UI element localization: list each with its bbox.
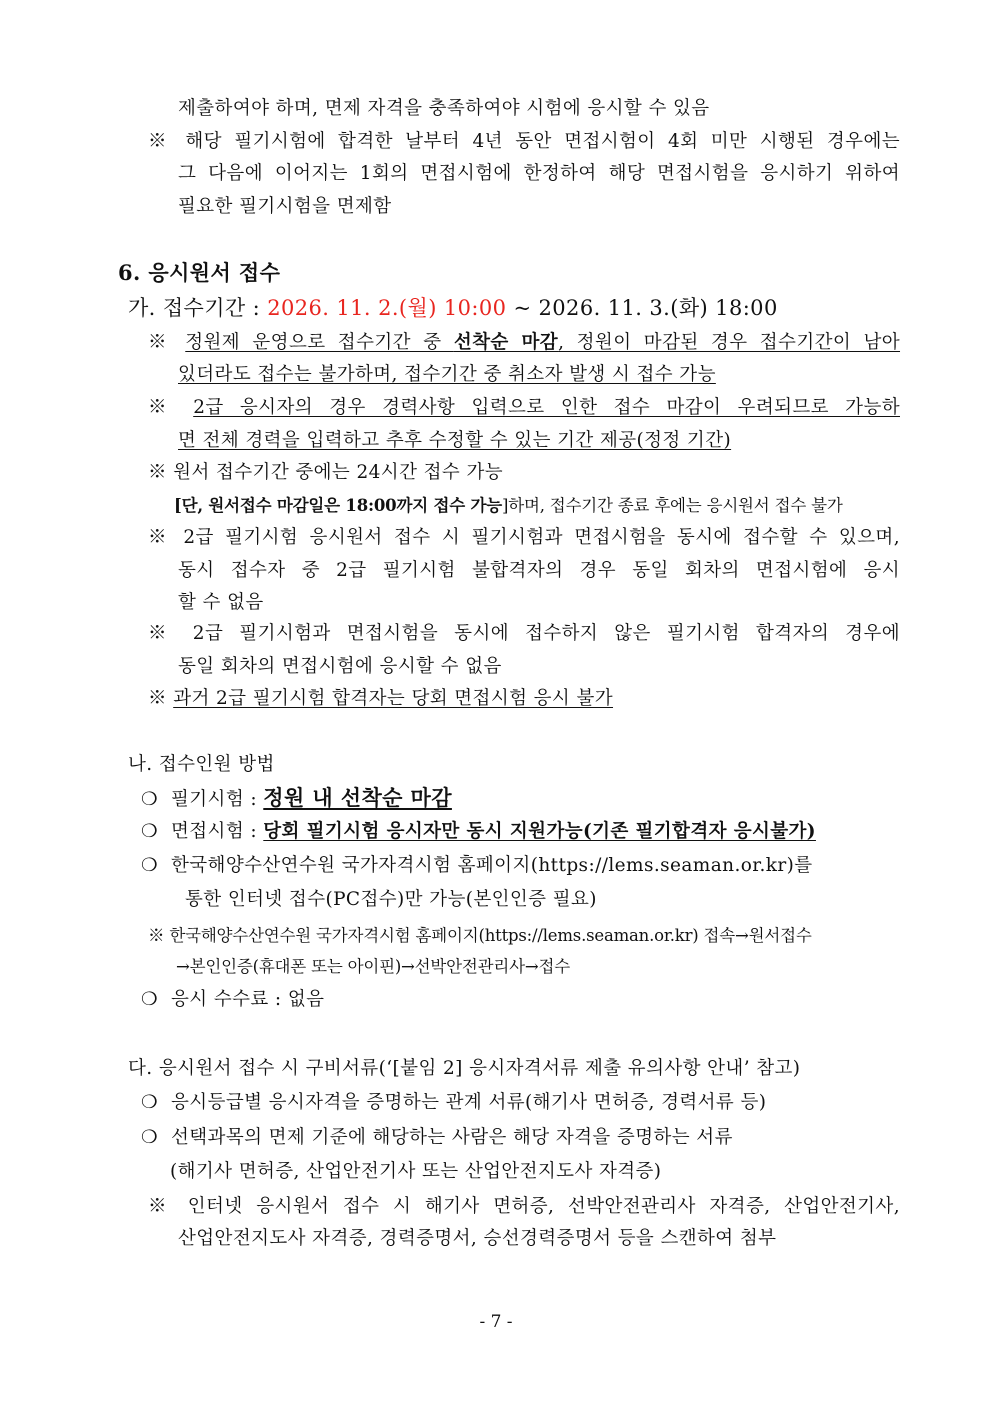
non-simultaneous-note: ※ 2급 필기시험과 면접시험을 동시에 접수하지 않은 필기시험 합격자의 경우에 — [148, 623, 900, 644]
simultaneous-note-line: 동시 접수자 중 2급 필기시험 불합격자의 경우 동일 회차의 면접시험에 응시 — [178, 560, 900, 581]
exemption-note-line: 제출하여야 하며, 면제 자격을 충족하여야 시험에 응시할 수 있음 — [178, 98, 710, 119]
non-simultaneous-note-line: 동일 회차의 면접시험에 응시할 수 없음 — [178, 656, 502, 677]
online-application-item: ❍ 한국해양수산연수원 국가자격시험 홈페이지(https://lems.seaman.or.kr)를 — [141, 853, 901, 879]
exemption-note-line: 필요한 필기시험을 면제함 — [178, 196, 392, 217]
subsection-title: 다. 응시원서 접수 시 구비서류(‘[붙임 2] 응시자격서류 제출 유의사항 안내’ 참고) — [128, 1058, 801, 1079]
interview-exam-rule: 당회 필기시험 응시자만 동시 지원가능(기존 필기합격자 응시불가) — [263, 821, 816, 842]
bullet-circle-icon: ❍ — [141, 855, 158, 876]
deadline-note: [단, 원서접수 마감일은 18:00까지 접수 가능]하며, 접수기간 종료 후에는 응시원서 접수 불가 — [174, 496, 843, 515]
exemption-documents-line: (해기사 면허증, 산업안전기사 또는 산업안전지도사 자격증) — [170, 1161, 662, 1182]
bullet-circle-icon: ❍ — [141, 989, 158, 1010]
period-end: ~ 2026. 11. 3.(화) 18:00 — [506, 296, 778, 320]
application-steps-note: ※ 한국해양수산연수원 국가자격시험 홈페이지(https://lems.seaman.or.kr) 접속→원서접수 — [148, 926, 812, 945]
scan-attach-line: 산업안전지도사 자격증, 경력증명서, 승선경력증명서 등을 스캔하여 첨부 — [178, 1228, 777, 1249]
subsection-title: 나. 접수인원 방법 — [128, 754, 275, 775]
simultaneous-note-line: 할 수 없음 — [178, 592, 264, 613]
first-come-emphasis: 선착순 마감 — [453, 332, 559, 353]
period-start: 2026. 11. 2.(월) 10:00 — [267, 296, 507, 320]
online-application-line: 통한 인터넷 접수(PC접수)만 가능(본인인증 필요) — [185, 889, 597, 910]
bullet-circle-icon: ❍ — [141, 1127, 158, 1148]
past-passer-note: ※ 과거 2급 필기시험 합격자는 당회 면접시험 응시 불가 — [148, 688, 614, 709]
first-come-note-line: 있더라도 접수는 불가하며, 접수기간 중 취소자 발생 시 접수 가능 — [178, 364, 716, 385]
documents-item: ❍ 응시등급별 응시자격을 증명하는 관계 서류(해기사 면허증, 경력서류 등) — [141, 1090, 766, 1116]
written-exam-rule: 정원 내 선착순 마감 — [263, 785, 452, 810]
written-exam-item: ❍ 필기시험 : 정원 내 선착순 마감 — [141, 785, 452, 813]
simultaneous-note: ※ 2급 필기시험 응시원서 접수 시 필기시험과 면접시험을 동시에 접수할 수 있으며, — [148, 527, 900, 548]
exemption-note-line: ※ 해당 필기시험에 합격한 날부터 4년 동안 면접시험이 4회 미만 시행된 경우에는 — [148, 131, 900, 152]
scan-attach-note: ※ 인터넷 응시원서 접수 시 해기사 면허증, 선박안전관리사 자격증, 산업안전기사, — [148, 1196, 900, 1217]
career-input-note: ※ 2급 응시자의 경우 경력사항 입력으로 인한 접수 마감이 우려되므로 가능하 — [148, 397, 900, 418]
application-period — [128, 295, 778, 321]
exemption-documents-item: ❍ 선택과목의 면제 기준에 해당하는 사람은 해당 자격을 증명하는 서류 — [141, 1125, 733, 1151]
career-input-note-line: 면 전체 경력을 입력하고 추후 수정할 수 있는 기간 제공(정정 기간) — [178, 430, 732, 451]
first-come-note: ※ 정원제 운영으로 접수기간 중 선착순 마감, 정원이 마감된 경우 접수기간이 남아 — [148, 332, 901, 353]
section-title: 6. 응시원서 접수 — [118, 260, 281, 285]
application-steps-line: →본인인증(휴대폰 또는 아이핀)→선박안전관리사→접수 — [176, 957, 570, 976]
exemption-note-line: 그 다음에 이어지는 1회의 면접시험에 한정하여 해당 면접시험을 응시하기 위하여 — [178, 163, 900, 184]
fee-item: ❍ 응시 수수료 : 없음 — [141, 987, 324, 1013]
deadline-emphasis: [단, 원서접수 마감일은 18:00까지 접수 가능 — [174, 496, 502, 515]
bullet-circle-icon: ❍ — [141, 789, 158, 810]
bullet-circle-icon: ❍ — [141, 821, 158, 842]
24h-note: ※ 원서 접수기간 중에는 24시간 접수 가능 — [148, 462, 503, 483]
bullet-circle-icon: ❍ — [141, 1092, 158, 1113]
period-label: 가. 접수기간 : — [128, 296, 268, 320]
interview-exam-item: ❍ 면접시험 : 당회 필기시험 응시자만 동시 지원가능(기존 필기합격자 응시불가) — [141, 819, 816, 845]
page-number: - 7 - — [479, 1312, 513, 1332]
